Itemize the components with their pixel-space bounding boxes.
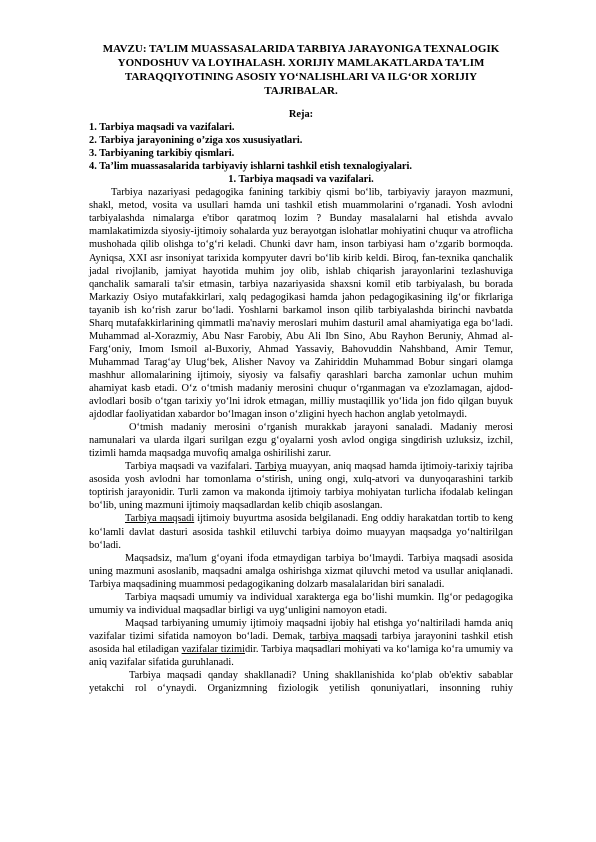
paragraph-7-term-1: tarbiya maqsadi [309,630,378,642]
paragraph-4-term: Tarbiya maqsadi [125,513,195,525]
plan-item-4: 4. Ta’lim muassasalarida tarbiyaviy ishlarni tashkil etish texnalogiyalari. [89,161,413,173]
paragraph-8: Tarbiya maqsadi qanday shakllanadi? Uning shakllanishida ko‘plab ob'ektiv sabablar yetakchi rol o‘ynaydi. Organizmning fiziologik yetilish qonuniyatlari, insonning ruhiy [89,670,513,695]
paragraph-4-text-b: ijtimoiy buyurtma asosida belgilanadi. Eng oddiy harakatdan tortib to keng ko‘lamli davlat dasturi asosida tashkil etiluvchi tarbiya doimo muayyan maqsadga yo‘naltirilgan bo‘ladi. [89,513,513,551]
plan-heading: Reja: [288,109,314,120]
plan-item-2: 2. Tarbiya jarayonining o’ziga xos xususiyatlari. [89,135,303,147]
paragraph-6: Tarbiya maqsadi umumiy va individual xarakterga ega bo‘lishi mumkin. Ilg‘or pedagogika umumiy va individual maqsadlar birligi va uyg‘unligini namoyon etadi. [89,591,513,616]
paragraph-7-text-c: tarbiya jarayonini tashkil etish asosida hal etiladigan [89,630,513,655]
paragraph-7 [89,617,513,669]
paragraph-1: Tarbiya nazariyasi pedagogika fanining tarkibiy qismi bo‘lib, tarbiyaviy jarayon mazmuni, shakl, metod, vosita va usullari hamda uni tashkil etish muammolarini o‘rganadi. Yosh avlodni tarbiyalashda nimalarga e'tibor qaratmoq lozim ? Bunday masalalarni hal etishda avvalo mamlakatimizda siyosiy-ijtimoiy sohalarda yuz berayotgan islohatlar mohiyatini chuqur va atroflicha mushohada qilib olishga to‘g‘ri keladi. Chunki davr ham, inson tarbiyasi ham o‘zgarib bormoqda. Ayniqsa, XXI asr insoniyat tarixida kompyuter davri bo‘lib kirib keldi. Biroq, fan-texnika qanchalik jadal rivojlanib, jamiyat hayotida muhim joy olib, ishlab chiqarish jarayonlarini tezlashuviga qanchalik samarali ta'sir etmasin, tarbiya nazariyasida shaxsni komil etib tarbiyalash, bu borada Markaziy Osiyo mutafakkirlari, xalq pedagogikasi hamda jahon pedagogikasining ilg‘or fikrlariga tayanib ish ko‘rish zarur bo‘ladi. Yoshlarni barkamol inson qilib tarbiyalashda birinchi navbatda Sharq mutafakkirlarining qimmatli ma'naviy meroslari muhim dasturil amal ahamiyatiga ega bo‘ladi. Muhammad al-Xorazmiy, Abu Nasr Farobiy, Abu Ali Ibn Sino, Abu Rayhon Beruniy, Ahmad al-Farg‘oniy, Imom Ismoil al-Buxoriy, Ahmad Yassaviy, Bahovuddin Nahshband, Amir Temur, Muhammad Tarag‘ay Ulug‘bek, Alisher Navoy va Zahiriddin Muhammad Bobur singari olamga mashhur allomalarining ijtimoiy, siyosiy va falsafiy qarashlari barcha zamonlar uchun muhim ahamiyat kasb etadi. O‘z o‘tmish madaniy merosini chuqur o‘rganmagan va e'zozlamagan, ajdod-avlodlari bosib o‘tgan tarixiy yo‘lni idrok etmagan, milliy mustaqillik yo‘lida jon fido qilgan buyuk ajdodlar faoliyatidan xabardor bo‘lmagan inson o‘zligini hyech hachon anglab yetolmaydi. [89,187,513,421]
paragraph-3-text-a: Tarbiya maqsadi va vazifalari. [125,461,255,473]
document-title: MAVZU: TA’LIM MUASSASALARIDA TARBIYA JARAYONIGA TEXNALOGIK YONDOSHUV VA LOYIHALASH. XORIJIY MAMLAKATLARDA TA’LIM TARAQQIYOTINING ASOSIY YO‘NALISHLARI VA ILG‘OR XORIJIY TAJRIBALAR. [102,43,500,97]
paragraph-7-text-e: dir. Tarbiya maqsadlari mohiyati va ko‘lamiga ko‘ra umumiy va aniq vazifalar sifatida guruhlanadi. [89,643,513,668]
plan-item-3: 3. Tarbiyaning tarkibiy qismlari. [89,148,235,160]
document-page [89,42,513,695]
paragraph-3 [89,460,513,512]
paragraph-3-term: Tarbiya [254,461,287,473]
paragraph-2: O‘tmish madaniy merosini o‘rganish murakkab jarayoni sanaladi. Madaniy merosi namunalari va ularda ilgari surilgan ezgu g‘oyalarni yosh avlod ongiga singdirish uzluksiz, izchil, tizimli hamda maqsadga muvofiq amalga oshirilishi zarur. [89,422,513,460]
paragraph-3-text-c: muayyan, aniq maqsad hamda ijtimoiy-tarixiy tajriba asosida yosh avlodni har tomonlama o‘stirish, uning ongi, xulq-atvori va dunyoqarashini tarkib toptirish jarayonidir. Turli zamon va makonda ijtimoiy tarbiya mohiyatan turlicha ifodalab kelingan bo‘lib, uning mazmuni ijtimoiy maqsadlardan kelib chiqib asoslangan. [89,461,513,512]
paragraph-4 [89,512,513,551]
paragraph-7-text-a: Maqsad tarbiyaning umumiy ijtimoiy maqsadni ijobiy hal etishga yo‘naltiriladi hamda aniq vazifalar tizimi sifatida namoyon bo‘ladi. Demak, [89,617,513,642]
paragraph-7-term-2: vazifalar tizimi [181,643,245,655]
section-heading: 1. Tarbiya maqsadi va vazifalari. [228,174,374,186]
paragraph-5: Maqsadsiz, ma'lum g‘oyani ifoda etmaydigan tarbiya bo‘lmaydi. Tarbiya maqsadi asosida uning mazmuni asoslanib, maqsadni amalga oshirishga xizmat qiluvchi metod va usullar aniqlanadi. Tarbiya maqsadining muammosi pedagogikaning dolzarb masalalaridan biri sanaladi. [89,552,513,590]
plan-item-1: 1. Tarbiya maqsadi va vazifalari. [89,122,235,134]
